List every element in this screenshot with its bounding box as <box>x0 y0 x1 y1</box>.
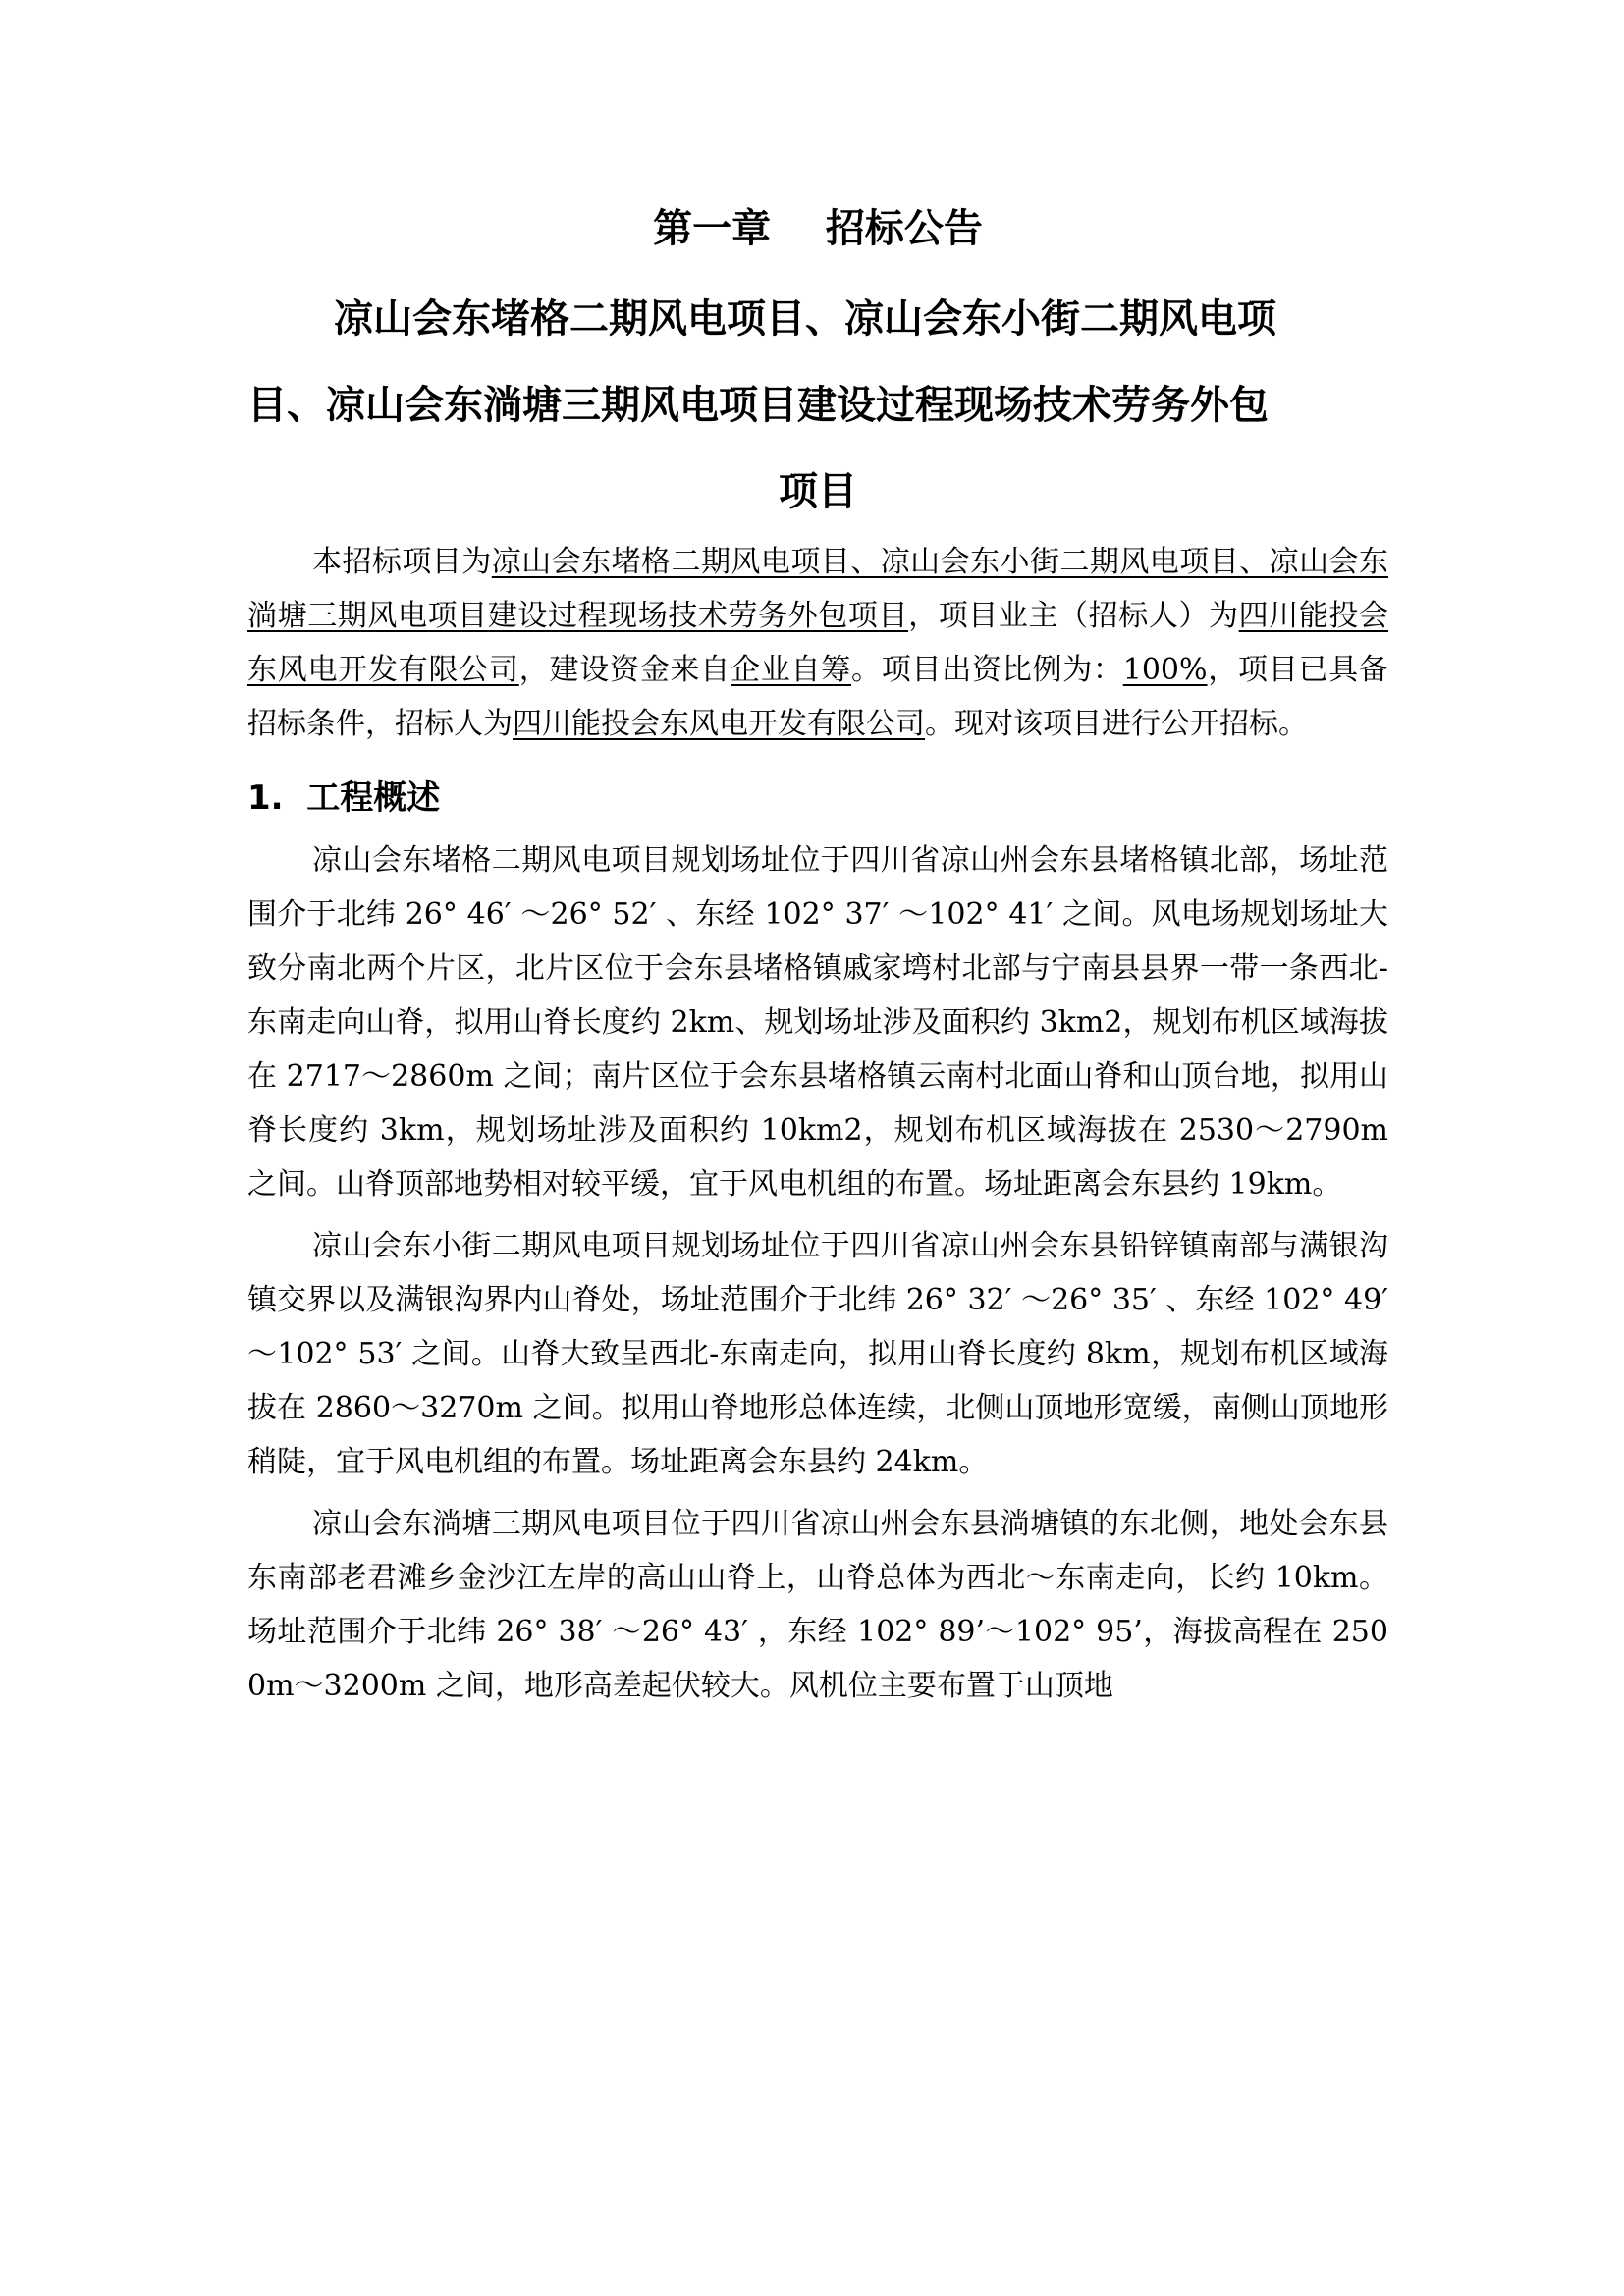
owner-name-underlined: 四川能投会东风电开发有限公司 <box>247 599 1389 687</box>
intro-text-6: 。现对该项目进行公开招标。 <box>925 707 1308 741</box>
intro-text-1: 本招标项目为 <box>312 545 492 579</box>
funding-ratio-underlined: 100% <box>1122 653 1208 687</box>
intro-text-2: ，项目业主（招标人）为 <box>908 599 1239 633</box>
overview-paragraph-xiaojie: 凉山会东小街二期风电项目规划场址位于四川省凉山州会东县铅锌镇南部与满银沟镇交界以及满银沟界内山脊处，场址范围介于北纬 26° 32′ ～26° 35′ 、东经 102° 49′ ～102° 53′ 之间。山脊大致呈西北-东南走向，拟用山脊长度约 8km，规划布机区域海拔在 2860～3270m 之间。拟用山脊地形总体连续，北侧山顶地形宽缓，南侧山顶地形稍陡，宜于风电机组的布置。场址距离会东县约 24km。 <box>247 1229 1388 1479</box>
project-title <box>247 276 1388 535</box>
project-title-line-1: 凉山会东堵格二期风电项目、凉山会东小街二期风电项 <box>334 296 1276 342</box>
intro-paragraph <box>247 535 1388 751</box>
document-page <box>247 201 1388 1713</box>
project-title-line-3: 项目 <box>779 469 857 514</box>
intro-text-5: ，项目已具备招标条件，招标人为 <box>247 653 1389 741</box>
tenderer-name-underlined: 四川能投会东风电开发有限公司 <box>513 707 925 741</box>
intro-text-4: 。项目出资比例为： <box>851 653 1123 687</box>
overview-paragraph-duge: 凉山会东堵格二期风电项目规划场址位于四川省凉山州会东县堵格镇北部，场址范围介于北纬 26° 46′ ～26° 52′ 、东经 102° 37′ ～102° 41′ 之间。风电场规划场址大致分南北两个片区，北片区位于会东县堵格镇戚家塆村北部与宁南县县界一带一条西北-东南走向山脊，拟用山脊长度约 2km、规划场址涉及面积约 3km2，规划布机区域海拔在 2717～2860m 之间；南片区位于会东县堵格镇云南村北面山脊和山顶台地，拟用山脊长度约 3km，规划场址涉及面积约 10km2，规划布机区域海拔在 2530～2790m 之间。山脊顶部地势相对较平缓，宜于风电机组的布置。场址距离会东县约 19km。 <box>247 843 1388 1201</box>
project-title-line-2: 目、凉山会东淌塘三期风电项目建设过程现场技术劳务外包 <box>247 383 1269 428</box>
chapter-title: 第一章 招标公告 <box>653 206 983 251</box>
overview-paragraph-tangtang: 凉山会东淌塘三期风电项目位于四川省凉山州会东县淌塘镇的东北侧，地处会东县东南部老君滩乡金沙江左岸的高山山脊上，山脊总体为西北～东南走向，长约 10km。场址范围介于北纬 26° 38′ ～26° 43′ ，东经 102° 89’～102° 95’，海拔高程在 2500m～3200m 之间，地形高差起伏较大。风机位主要布置于山顶地 <box>247 1507 1388 1703</box>
funding-source-underlined: 企业自筹 <box>731 653 851 687</box>
section-heading-project-overview: 1. 工程概述 <box>247 778 441 818</box>
project-name-underlined: 凉山会东堵格二期风电项目、凉山会东小街二期风电项目、凉山会东淌塘三期风电项目建设过程现场技术劳务外包项目 <box>247 545 1389 633</box>
intro-text-3: ，建设资金来自 <box>518 653 731 687</box>
